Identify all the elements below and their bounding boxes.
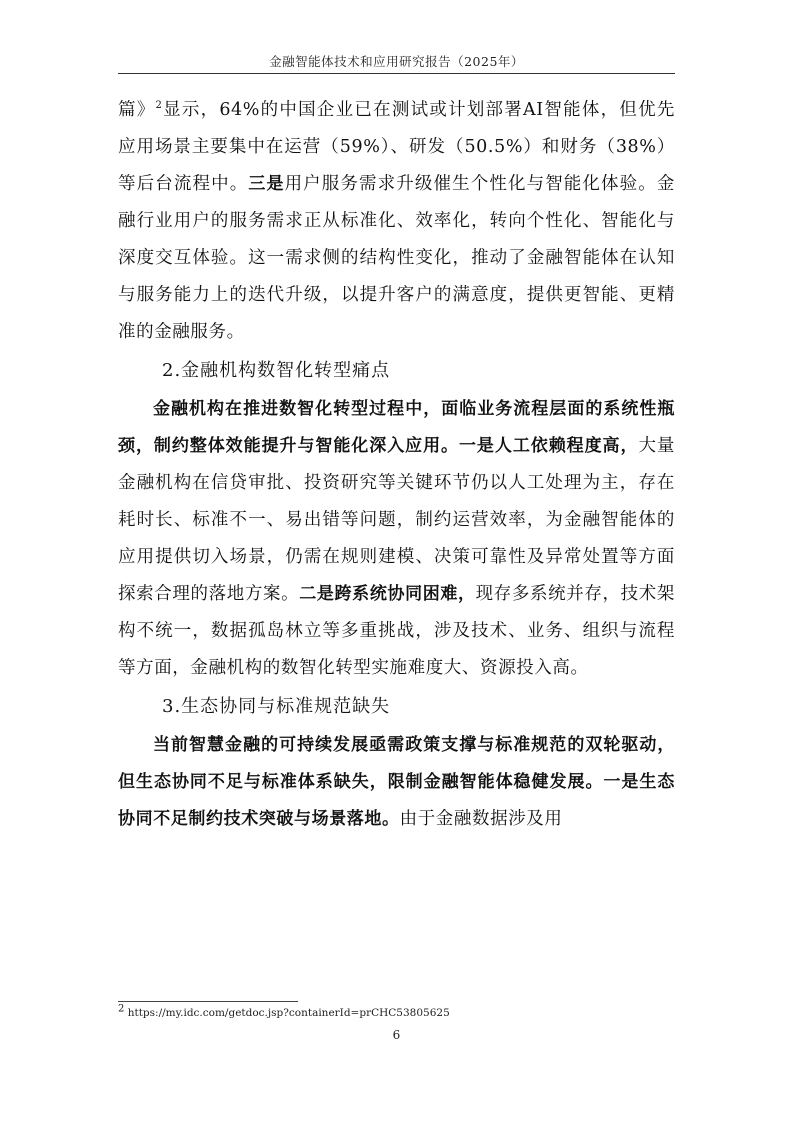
- footnote-mark: 2: [118, 1003, 125, 1015]
- main-body: [118, 92, 675, 838]
- para1-bold-marker: 三是: [248, 174, 285, 194]
- para1-text-c: 用户服务需求升级催生个性化与智能化体验。金融行业用户的服务需求正从标准化、效率化，转向个性化、智能化与深度交互体验。这一需求侧的结构性变化，推动了金融智能体在认知与服务能力上的迭代升级，以提升客户的满意度，提供更智能、更精准的金融服务。: [118, 174, 675, 342]
- footnote-rule: [118, 1001, 298, 1002]
- paragraph-ecosystem: [118, 727, 675, 838]
- para3-bold-intro: 当前智慧金融的可持续发展亟需政策支撑与标准规范的双轮驱动，但生态协同不足与标准体系缺失，限制金融智能体稳健发展。一是生态协同不足制约技术突破与场景落地。: [118, 735, 675, 829]
- para2-text-a: 大量金融机构在信贷审批、投资研究等关键环节仍以人工处理为主，存在耗时长、标准不一、易出错等问题，制约运营效率，为金融智能体的应用提供切入场景，仍需在规则建模、决策可靠性及异常处置等方面探索合理的落地方案。: [118, 436, 675, 604]
- footnote-link[interactable]: https://my.idc.com/getdoc.jsp?containerId=prCHC53805625: [127, 1007, 450, 1019]
- paragraph-continued: [118, 92, 675, 351]
- header-rule: [118, 73, 675, 74]
- section-heading-3: 3.生态协同与标准规范缺失: [162, 696, 391, 717]
- para3-text-a: 由于金融数据涉及用: [399, 809, 563, 829]
- para2-bold-marker: 二是跨系统协同困难，: [299, 584, 476, 604]
- para1-text-b: 显示，64%的中国企业已在测试或计划部署AI智能体，但优先应用场景主要集中在运营（59%）、研发（50.5%）和财务（38%）等后台流程中。: [118, 100, 675, 194]
- para2-bold-intro: 金融机构在推进数智化转型过程中，面临业务流程层面的系统性瓶颈，制约整体效能提升与智能化深入应用。一是人工依赖程度高，: [118, 399, 675, 456]
- running-header: 金融智能体技术和应用研究报告（2025年）: [269, 54, 524, 69]
- footnote-ref[interactable]: 2: [155, 100, 163, 112]
- page-number: 6: [392, 1028, 401, 1042]
- para1-text-a: 篇》: [118, 100, 156, 120]
- para2-text-b: 现存多系统并存，技术架构不统一，数据孤岛林立等多重挑战，涉及技术、业务、组织与流程等方面，金融机构的数智化转型实施难度大、资源投入高。: [118, 584, 675, 678]
- section-heading-2: 2.金融机构数智化转型痛点: [162, 360, 391, 381]
- paragraph-pain-points: [118, 391, 675, 687]
- footnote: [118, 1003, 450, 1019]
